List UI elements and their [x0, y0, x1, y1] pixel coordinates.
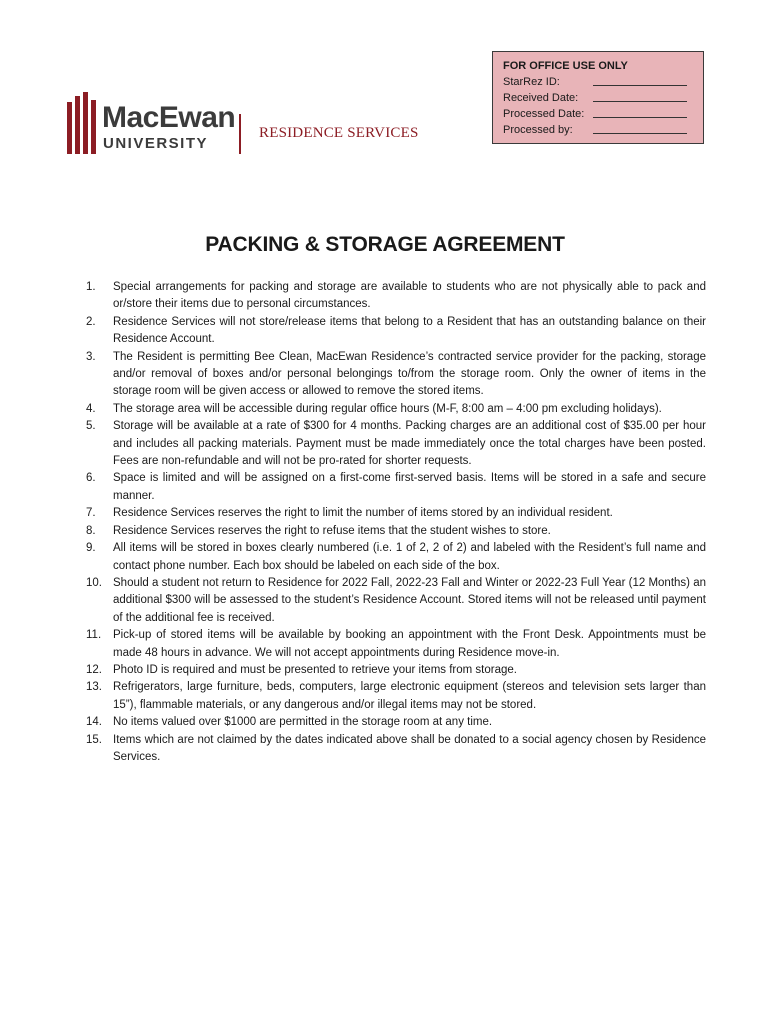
terms-item-number: 3.	[86, 350, 96, 363]
office-field-blank[interactable]	[593, 74, 687, 86]
office-use-box	[492, 51, 704, 144]
logo-divider	[239, 114, 241, 154]
document-title: PACKING & STORAGE AGREEMENT	[205, 233, 565, 256]
office-field-processed-date	[503, 106, 703, 122]
logo-department: RESIDENCE SERVICES	[259, 125, 419, 141]
terms-item	[86, 279, 706, 314]
terms-item-text: The storage area will be accessible during regular office hours (M-F, 8:00 am – 4:00 pm excluding holidays).	[113, 402, 662, 415]
terms-item-number: 9.	[86, 542, 96, 555]
logo-university: UNIVERSITY	[103, 135, 209, 152]
terms-item	[86, 314, 706, 349]
terms-item	[86, 575, 706, 627]
office-field-blank[interactable]	[593, 122, 687, 134]
terms-item-text: No items valued over $1000 are permitted in the storage room at any time.	[113, 716, 493, 729]
terms-item-number: 10.	[86, 576, 102, 589]
terms-item	[86, 627, 706, 662]
office-field-label: StarRez ID:	[503, 76, 560, 88]
office-field-blank[interactable]	[593, 90, 687, 102]
terms-item-number: 8.	[86, 524, 96, 537]
terms-item-text: Photo ID is required and must be presented to retrieve your items from storage.	[113, 663, 517, 676]
terms-item	[86, 505, 706, 522]
terms-item	[86, 418, 706, 470]
office-field-received-date	[503, 90, 703, 106]
terms-item-number: 7.	[86, 507, 96, 520]
terms-item-text: Residence Services will not store/release items that belong to a Resident that has an outstanding balance on their Residence Account.	[113, 315, 706, 346]
office-field-starrez-id	[503, 74, 703, 90]
macewan-logo	[66, 92, 426, 156]
office-use-title: FOR OFFICE USE ONLY	[503, 60, 628, 72]
macewan-crest-icon	[66, 92, 98, 156]
terms-item-text: Residence Services reserves the right to refuse items that the student wishes to store.	[113, 524, 551, 537]
terms-item	[86, 349, 706, 401]
terms-item	[86, 732, 706, 767]
terms-item-text: Items which are not claimed by the dates indicated above shall be donated to a social agency chosen by Residence Services.	[113, 733, 706, 763]
terms-item-number: 6.	[86, 472, 96, 485]
terms-item-text: Special arrangements for packing and storage are available to students who are not physically able to pack and or/store their items due to personal circumstances.	[113, 281, 706, 311]
terms-item-number: 13.	[86, 681, 102, 694]
office-field-label: Processed Date:	[503, 108, 585, 120]
terms-list	[86, 279, 706, 766]
terms-item-text: Space is limited and will be assigned on a first-come first-served basis. Items will be stored in a safe and secure manner.	[113, 472, 706, 502]
terms-item	[86, 401, 706, 418]
terms-item	[86, 470, 706, 505]
terms-item	[86, 540, 706, 575]
terms-item-number: 12.	[86, 663, 102, 676]
terms-item-text: Pick-up of stored items will be available by booking an appointment with the Front Desk. Appointments must be made 48 hours in advance. We will not accept appointments during Residence move-in.	[113, 629, 706, 659]
terms-item	[86, 679, 706, 714]
office-field-label: Processed by:	[503, 124, 573, 136]
office-field-blank[interactable]	[593, 106, 687, 118]
office-field-processed-by	[503, 122, 703, 138]
office-field-label: Received Date:	[503, 92, 579, 104]
terms-item-text: Storage will be available at a rate of $300 for 4 months. Packing charges are an additional cost of $35.00 per hour and includes all packing materials. Payment must be made immediately once the total charges have been posted. Fees are non-refundable and will not be pro-rated for shorter requests.	[113, 420, 706, 468]
terms-item-number: 1.	[86, 281, 96, 293]
logo-name: MacEwan	[102, 101, 236, 134]
terms-item-text: Refrigerators, large furniture, beds, computers, large electronic equipment (stereos and television sets larger than 15”), flammable materials, or any dangerous and/or illegal items may not be stored.	[113, 681, 706, 711]
terms-item-text: Should a student not return to Residence for 2022 Fall, 2022-23 Fall and Winter or 2022-23 Full Year (12 Months) an additional $300 will be assessed to the student’s Residence Account. Stored items will not be released until payment of the additional fee is received.	[113, 576, 706, 624]
terms-item-number: 5.	[86, 420, 96, 433]
terms-item	[86, 523, 706, 540]
terms-item-number: 14.	[86, 716, 102, 729]
terms-item-text: The Resident is permitting Bee Clean, MacEwan Residence’s contracted service provider for the packing, storage and/or removal of boxes and/or personal belongings to/from the storage room. Only the owner of items in the storage room will be given access or allowed to remove the stored items.	[113, 350, 706, 398]
terms-item-number: 2.	[86, 315, 96, 328]
terms-item-text: All items will be stored in boxes clearly numbered (i.e. 1 of 2, 2 of 2) and labeled with the Resident’s full name and contact phone number. Each box should be labeled on each side of the box.	[113, 542, 706, 572]
terms-item	[86, 662, 706, 679]
terms-item-number: 4.	[86, 402, 96, 415]
terms-item-text: Residence Services reserves the right to limit the number of items stored by an individual resident.	[113, 507, 613, 520]
terms-item-number: 15.	[86, 733, 102, 746]
terms-item	[86, 714, 706, 731]
terms-item-number: 11.	[86, 629, 102, 642]
